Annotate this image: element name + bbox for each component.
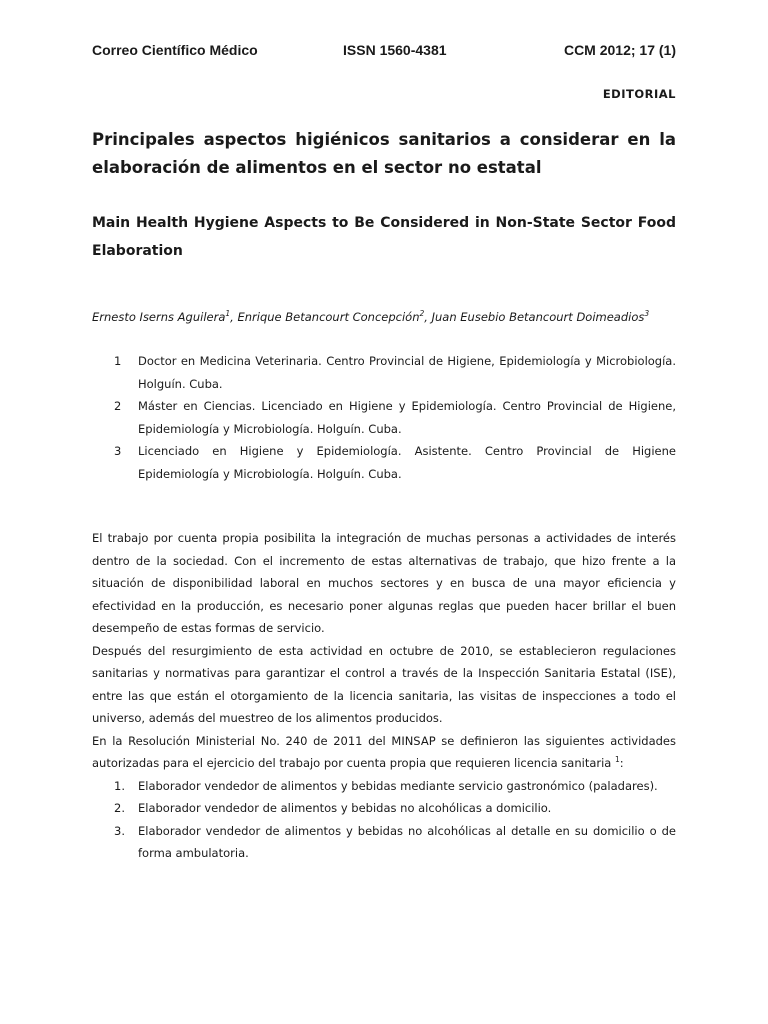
activity-list (92, 775, 676, 865)
issn: ISSN 1560-4381 (343, 42, 447, 58)
citation: CCM 2012; 17 (1) (563, 42, 676, 58)
author-affil-mark: 3 (644, 309, 650, 318)
reference-mark: 1 (615, 755, 620, 764)
author-affil-mark: 1 (225, 309, 231, 318)
activity-number: 2. (114, 801, 125, 815)
running-header (92, 42, 676, 60)
affiliation-number: 3 (114, 444, 122, 458)
affiliation-text: Doctor en Medicina Veterinaria. Centro Provincial de Higiene, Epidemiología y Microbiología. Holguín. Cuba. (138, 354, 676, 391)
author: Juan Eusebio Betancourt Doimeadios (431, 310, 645, 324)
paragraph: En la Resolución Ministerial No. 240 de 2011 del MINSAP se definieron las siguientes actividades autorizadas para el ejercicio del trabajo por cuenta propia que requieren licencia sanitaria $^1$: (92, 733, 676, 770)
affiliation-item (92, 350, 676, 395)
activity-item (92, 775, 676, 798)
author: Ernesto Iserns Aguilera (92, 310, 226, 324)
author-affil-mark: 2 (419, 309, 425, 318)
affiliation-text: Máster en Ciencias. Licenciado en Higiene y Epidemiología. Centro Provincial de Higiene, Epidemiología y Microbiología. Holguín. Cuba. (138, 399, 676, 436)
affiliation-number: 1 (114, 354, 122, 368)
affiliation-text: Licenciado en Higiene y Epidemiología. Asistente. Centro Provincial de Higiene Epidemiología y Microbiología. Holguín. Cuba. (138, 444, 676, 481)
paragraph: El trabajo por cuenta propia posibilita la integración de muchas personas a actividades de interés dentro de la sociedad. Con el incremento de estas alternativas de trabajo, que hizo frente a la situación de disponibilidad laboral en muchos sectores y en busca de una mayor eficiencia y efectividad en la producción, es necesario poner algunas reglas que pueden hacer brillar el buen desempeño de estas formas de servicio. (92, 531, 676, 635)
title-spanish: Principales aspectos higiénicos sanitarios a considerar en la elaboración de alimentos en el sector no estatal (92, 130, 676, 177)
activity-number: 1. (114, 778, 125, 793)
author-list: Ernesto Iserns Aguilera$^1$, Enrique Betancourt Concepción$^2$, Juan Eusebio Betancourt Doimeadios$^3$ (92, 309, 650, 324)
paragraph: Después del resurgimiento de esta actividad en octubre de 2010, se establecieron regulaciones sanitarias y normativas para garantizar el control a través de la Inspección Sanitaria Estatal (ISE), entre las que están el otorgamiento de la licencia sanitaria, las visitas de inspecciones a todo el universo, además del muestreo de los alimentos producidos. (92, 643, 676, 725)
affiliation-item (92, 440, 676, 485)
title-english: Main Health Hygiene Aspects to Be Considered in Non-State Sector Food Elaboration (92, 215, 676, 259)
activity-number: 3. (114, 823, 125, 838)
affiliation-list (92, 350, 676, 485)
author: Enrique Betancourt Concepción (237, 310, 420, 324)
affiliation-number: 2 (114, 399, 122, 413)
activity-item (92, 797, 676, 820)
activity-item (92, 820, 676, 865)
activity-text: Elaborador vendedor de alimentos y bebidas mediante servicio gastronómico (paladares). (138, 778, 658, 793)
affiliation-item (92, 395, 676, 440)
activity-text: Elaborador vendedor de alimentos y bebidas no alcohólicas al detalle en su domicilio o de forma ambulatoria. (138, 823, 676, 860)
journal-name: Correo Científico Médico (92, 42, 258, 58)
section-label: EDITORIAL (602, 87, 676, 101)
body-text (92, 527, 676, 865)
activity-text: Elaborador vendedor de alimentos y bebidas no alcohólicas a domicilio. (138, 801, 552, 815)
